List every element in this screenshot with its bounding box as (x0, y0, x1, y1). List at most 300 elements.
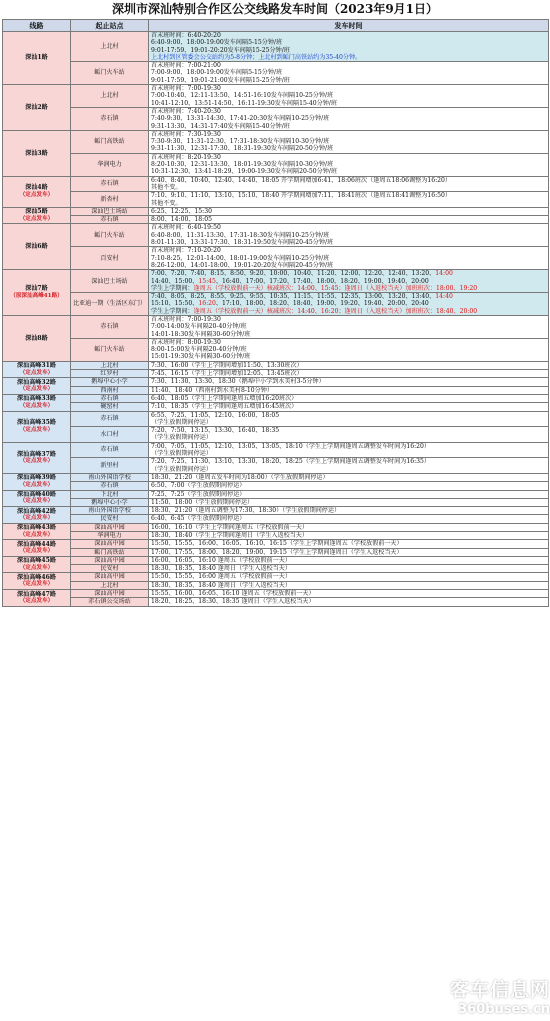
time-text: 7:30-9:30、11:31-12:30、17:31-18:30发车间隔10-30分钟/班 (151, 138, 330, 146)
time-line (151, 491, 546, 498)
station-cell: 上北村 (71, 85, 149, 108)
time-text: 14:40、15:00、 (151, 277, 199, 285)
time-line (151, 270, 546, 277)
station-cell: 南山外国语学校 (71, 473, 149, 481)
time-line (151, 168, 546, 175)
table-row (3, 315, 549, 338)
time-text: 16:00、16:10（学生上学期间逢周五（学校放假前一天） (151, 523, 308, 531)
time-text: 学生上学期间： (151, 284, 194, 292)
table-row (3, 565, 549, 573)
table-row (3, 523, 549, 531)
station-cell: 新里村 (71, 458, 149, 474)
time-line (151, 557, 546, 564)
time-line (151, 458, 546, 465)
time-line (151, 293, 546, 300)
header-route: 线路 (3, 20, 71, 32)
route-cell (3, 507, 71, 524)
time-line (151, 331, 546, 338)
time-cell (149, 565, 549, 573)
table-row (3, 270, 549, 293)
time-text: 15:55、16:00、16:05、16:10 逢周五（学校放假前一天） (151, 590, 315, 598)
time-text: 17:00、17:55、18:00、18:20、19:00、19:15（学生上学期间逢周日（学生入返校当天） (151, 548, 403, 556)
time-line (151, 262, 546, 269)
time-cell (149, 515, 549, 523)
time-text: 6:40-8:00、11:31-13:30、17:31-18:30发车间隔10-25分钟/班 (151, 231, 330, 239)
time-line (151, 47, 546, 54)
time-cell (149, 216, 549, 224)
time-cell (149, 153, 549, 176)
time-line (151, 573, 546, 580)
time-cell (149, 573, 549, 581)
header-time: 发车时间 (149, 20, 549, 32)
route-subtitle: （定点发车） (19, 498, 54, 505)
time-text: 18:20、18:25、18:30、18:35 逢周日（学生入返校当天） (151, 598, 315, 606)
time-text: 10:31-12:30、13:41-18:29、19:00-19:30发车间隔20-50分钟/班 (151, 168, 338, 176)
time-text: 6:40、8:40、10:40、12:40、14:40、18:05 开学期间增加6:41、18:06班次（逢周五18:06调整为16:20） (151, 176, 451, 184)
table-row (3, 176, 549, 192)
table-row (3, 556, 549, 564)
time-line (151, 387, 546, 394)
time-line (151, 549, 546, 556)
station-cell: 赤石镇 (71, 176, 149, 192)
table-row (3, 386, 549, 394)
route-subtitle: （定点发车） (19, 369, 54, 376)
time-text: 15:01-19:30发车间隔30-60分钟/班 (151, 353, 251, 361)
table-row (3, 598, 549, 606)
time-text: 7:00-14:00发车间隔20-40分钟/班 (151, 323, 247, 331)
route-cell (3, 473, 71, 490)
route-name: 深汕高峰35路 (17, 419, 56, 427)
time-line (151, 403, 546, 410)
station-cell: 赤石镇 (71, 394, 149, 402)
time-text: 学生上学期间： (151, 307, 194, 315)
time-text: 7:30、11:30、13:30、18:30（鹅埠中小学到水美村3-5分钟） (151, 378, 325, 386)
time-text: 9:31-13:30、14:31-17:40发车间隔15-40分钟/班 (151, 122, 290, 130)
table-row (3, 540, 549, 548)
table-row (3, 515, 549, 523)
route-cell (3, 207, 71, 224)
time-text: 18:30、21:20（逢周五发车时间为18:00）（学生放假期间停运） (151, 473, 329, 481)
table-row (3, 247, 549, 270)
time-text-red: 逢周五（学校放假前一天）核减班次：14:00、15:45；逢周日（入返校当天）加班班次：18:00、 (193, 284, 460, 292)
time-cell (149, 581, 549, 589)
time-text: 18:30、18:40（学生上学期间逢周日（学生入返校当天） (151, 532, 308, 539)
time-text: 7:00、7:05、11:05、12:10、13:05、13:05、18:10（学生上学期间逢周五调整发车时间为16:20） (151, 442, 430, 450)
time-text: 8:00、14:00、18:05 (151, 216, 212, 224)
route-subtitle: （定点发车） (19, 564, 54, 571)
table-row (3, 581, 549, 589)
station-cell: 深汕高中园 (71, 573, 149, 581)
time-line (151, 582, 546, 589)
time-line (151, 515, 546, 522)
table-row (3, 370, 549, 378)
route-name: 深汕高峰42路 (17, 507, 56, 515)
station-cell: 深汕高中园 (71, 590, 149, 598)
table-row (3, 427, 549, 443)
route-subtitle: （定点发车） (19, 191, 54, 198)
table-row (3, 573, 549, 581)
time-cell (149, 394, 549, 402)
time-text-after: 、17:10、18:00、18:20、18:40、19:00、19:20、19:40、20:00、20:40 (215, 300, 429, 308)
station-cell: 红罗村 (71, 370, 149, 378)
time-cell (149, 361, 549, 369)
time-line (151, 395, 546, 402)
time-text: 7:10-8:25、12:01-14:00、18:01-19:00发车间隔10-25分钟/班 (151, 254, 330, 262)
table-row (3, 216, 549, 224)
time-cell (149, 247, 549, 270)
route-name: 深汕4路 (25, 184, 48, 192)
time-text: 其他不变。 (151, 183, 182, 191)
route-subtitle: （定点发车） (19, 514, 54, 521)
route-cell (3, 490, 71, 507)
route-cell (3, 32, 71, 85)
time-text: 16:00、16:05、16:10 逢周五（学校放假前一天） (151, 556, 291, 564)
time-text-red: 逢周五（学校放假前一天）核减班次：14:40、16:20；逢周日（入返校当天）加班班次：18:40 (193, 307, 454, 315)
time-line (151, 474, 546, 481)
station-cell: 赤石镇 (71, 107, 149, 130)
time-text: 8:01-11:30、13:31-17:30、18:31-19:50发车间隔20-45分钟/班 (151, 239, 334, 247)
time-text: 首末班时间：7:30-19:30 (151, 130, 221, 138)
time-text: 7:40、8:05、8:25、8:55、9:25、9:55、10:35、11:15、11:55、12:35、13:00、13:20、13:40、 (151, 293, 436, 301)
time-text: 6:55、7:25、11:05、12:10、16:00、18:05 (151, 411, 280, 419)
time-text-after: 、16:40、17:00、17:20、17:40、18:00、18:20、19:00、19:40、20:00 (215, 277, 429, 285)
time-text: （学生放假期间停运） (151, 450, 212, 458)
time-text: 首末班时间：7:10-20:20 (151, 247, 221, 255)
table-row (3, 473, 549, 481)
time-text: 18:30、18:35、18:40 逢周日（学生入返校当天） (151, 565, 291, 573)
time-text: 其他不变。 (151, 199, 182, 207)
time-cell (149, 427, 549, 443)
time-line (151, 239, 546, 246)
table-row (3, 32, 549, 62)
route-subtitle: （定点发车） (19, 597, 54, 604)
station-cell: 深汕高中园 (71, 556, 149, 564)
time-line (151, 247, 546, 254)
time-line (151, 598, 546, 605)
route-cell (3, 224, 71, 270)
time-cell (149, 442, 549, 458)
time-line (151, 507, 546, 514)
time-text-tail: 14:40 (435, 293, 453, 301)
time-line (151, 145, 546, 152)
time-text: 7:00、7:20、7:40、8:15、8:50、9:20、10:00、10:40、11:20、12:00、12:20、12:40、13:20、 (151, 270, 436, 278)
table-row (3, 498, 549, 506)
table-row (3, 394, 549, 402)
station-cell: 百安村 (71, 247, 149, 270)
time-text: 首末班时间：8:00-19:30 (151, 338, 221, 346)
station-cell: 鲘门火车站 (71, 224, 149, 247)
time-line (151, 434, 546, 441)
time-text-tail: 、20:00 (453, 307, 478, 315)
time-text: 8:00-15:00发车间隔20-40分钟/班 (151, 346, 247, 354)
station-cell: 民安村 (71, 565, 149, 573)
time-cell (149, 192, 549, 208)
time-line (151, 92, 546, 99)
watermark-logo (410, 975, 550, 1019)
station-cell: 深汕高中园 (71, 523, 149, 531)
station-cell: 华润电力 (71, 153, 149, 176)
table-row (3, 590, 549, 598)
time-text: 15:50、15:55、16:00 逢周五（学校放假前一天） (151, 573, 291, 581)
time-cell (149, 556, 549, 564)
time-cell (149, 32, 549, 62)
time-text: 15:50、15:55、16:00、16:05、16:10、16:15（学生上学期间逢周五（学校放假前一天） (151, 540, 403, 548)
time-text: 7:25、7:25（学生放假期间停运） (151, 490, 246, 498)
time-text: 首末班时间：8:20-19:30 (151, 153, 221, 161)
time-text-red: 16:20 (198, 300, 216, 308)
table-row (3, 224, 549, 247)
time-line (151, 54, 546, 61)
time-cell (149, 598, 549, 606)
time-line (151, 353, 546, 360)
station-cell: 鲘门高铁站 (71, 130, 149, 153)
station-cell: 新杏村 (71, 192, 149, 208)
table-row (3, 482, 549, 490)
station-cell: 华润电力 (71, 532, 149, 540)
time-text: 7:10、18:35（学生上学期间逢周五增加16:45班次） (151, 403, 298, 411)
time-line (151, 69, 546, 76)
time-line (151, 255, 546, 262)
time-text: （学生放假期间停运） (151, 434, 212, 442)
time-line (151, 300, 546, 307)
time-text: 8:20-10:30、12:31-13:30、18:01-19:30发车间隔10-30分钟/班 (151, 161, 334, 169)
route-cell (3, 361, 71, 378)
table-row (3, 338, 549, 361)
route-cell (3, 176, 71, 207)
time-text: 10:41-12:10、13:51-14:50、16:11-19:30发车间隔15-40分钟/班 (151, 99, 338, 107)
route-name: 深汕5路 (25, 208, 48, 216)
table-row (3, 532, 549, 540)
time-cell (149, 293, 549, 316)
time-line (151, 378, 546, 385)
station-cell: 上北村 (71, 32, 149, 62)
route-name: 深汕高峰40路 (17, 491, 56, 499)
time-cell (149, 523, 549, 531)
time-cell (149, 130, 549, 153)
station-cell: 上北村 (71, 581, 149, 589)
time-cell (149, 107, 549, 130)
time-line (151, 370, 546, 377)
route-subtitle: （定点发车） (19, 481, 54, 488)
time-cell (149, 532, 549, 540)
timetable-body (3, 32, 549, 607)
time-line (151, 232, 546, 239)
time-text: （学生放假期间停运） (151, 418, 212, 426)
time-line (151, 184, 546, 191)
time-text: 6:25、12:25、15:30 (151, 207, 212, 215)
time-cell (149, 498, 549, 506)
route-subtitle: （定点发车） (19, 386, 54, 393)
time-text: 7:00-9:00、18:00-19:00发车间隔5-15分钟/班 (151, 69, 283, 77)
station-cell: 深汕巴士场站 (71, 207, 149, 215)
header-station: 起止站点 (71, 20, 149, 32)
time-cell (149, 482, 549, 490)
time-line (151, 123, 546, 130)
route-cell (3, 523, 71, 540)
time-text: 9:01-17:59、19:01-21:00发车间隔15-25分钟/班 (151, 76, 290, 84)
route-name: 深汕高峰45路 (17, 557, 56, 565)
time-line (151, 540, 546, 547)
table-row (3, 153, 549, 176)
time-line (151, 216, 546, 223)
route-subtitle: （定点发车） (19, 581, 54, 588)
time-cell (149, 458, 549, 474)
route-cell (3, 270, 71, 316)
time-cell (149, 315, 549, 338)
route-name: 深汕7路 (25, 285, 48, 293)
time-line (151, 208, 546, 215)
route-subtitle: （定点发车） (19, 457, 54, 464)
table-row (3, 403, 549, 411)
table-row (3, 62, 549, 85)
time-text: 7:30、16:00（学生上学期间增加11:50、13:30班次） (151, 361, 303, 369)
route-cell (3, 540, 71, 557)
time-cell (149, 62, 549, 85)
time-line (151, 466, 546, 473)
route-cell (3, 411, 71, 442)
time-cell (149, 207, 549, 215)
route-cell (3, 315, 71, 361)
timetable (2, 19, 549, 607)
route-name: 深汕6路 (25, 243, 48, 251)
watermark-line2: 360buses.cn (458, 1002, 550, 1017)
station-cell: 鹅埠中心小学 (71, 378, 149, 386)
time-line (151, 115, 546, 122)
time-line (151, 77, 546, 84)
station-cell: 民安村 (71, 515, 149, 523)
route-subtitle: （定点发车） (19, 402, 54, 409)
station-cell: 南山外国语学校 (71, 507, 149, 515)
time-line (151, 565, 546, 572)
time-text: 6:50、7:00（学生放假期间停运） (151, 482, 246, 490)
station-cell: 碗窑村 (71, 403, 149, 411)
time-cell (149, 338, 549, 361)
time-cell (149, 490, 549, 498)
route-cell (3, 573, 71, 590)
route-name: 深汕2路 (25, 103, 48, 111)
time-text: 18:30、18:35、18:40 逢周日（学生入返校当天） (151, 581, 291, 589)
time-cell (149, 548, 549, 556)
time-text: 首末班时间：7:00-19:30 (151, 85, 221, 93)
time-line (151, 524, 546, 531)
route-subtitle: （定点发车） (19, 215, 54, 222)
route-name: 深汕高峰43路 (17, 524, 56, 532)
time-text: 6:40、18:05（学生上学期间逢周五增加16:20班次） (151, 394, 298, 402)
route-subtitle: （定点发车） (19, 531, 54, 538)
time-text: 首末班时间：7:00-19:30 (151, 315, 221, 323)
station-cell: 水口村 (71, 427, 149, 443)
table-row (3, 130, 549, 153)
time-line (151, 177, 546, 184)
route-subtitle: （原深汕高峰41路） (10, 292, 63, 299)
station-cell: 下北村 (71, 490, 149, 498)
time-line (151, 482, 546, 489)
time-line (151, 323, 546, 330)
time-text-tail: 14:00 (435, 270, 453, 278)
station-cell: 赤石镇 (71, 482, 149, 490)
route-name: 深汕高峰47路 (17, 590, 56, 598)
time-line (151, 308, 546, 315)
route-cell (3, 442, 71, 473)
route-name: 深汕高峰44路 (17, 540, 56, 548)
time-line (151, 450, 546, 457)
time-cell (149, 370, 549, 378)
time-text: 首末班时间：6:40-20:20 (151, 32, 221, 39)
table-row (3, 361, 549, 369)
time-text: 9:01-17:59、19:01-20:20发车间隔15-25分钟/班 (151, 46, 290, 54)
station-cell: 深汕巴士场站 (71, 270, 149, 293)
time-text: 6:40-9:00、18:00-19:00发车间隔5-15分钟/班 (151, 39, 283, 47)
station-cell: 鹅埠中心小学 (71, 498, 149, 506)
time-cell (149, 507, 549, 515)
station-cell: 比亚迪一期（生活区东门） (71, 293, 149, 316)
time-text: 首末班时间：6:40-19:50 (151, 224, 221, 232)
time-text: 15:10、15:50、 (151, 300, 199, 308)
time-line (151, 419, 546, 426)
time-text: 7:00-10:40、12:11-13:50、14:51-16:10发车间隔10-25分钟/班 (151, 92, 334, 100)
station-cell: 赤石镇公交场站 (71, 598, 149, 606)
time-cell (149, 473, 549, 481)
route-cell (3, 394, 71, 411)
table-row (3, 378, 549, 386)
time-text: 7:20、7:50、13:15、13:30、16:40、18:35 (151, 427, 280, 435)
station-cell: 鲘门火车站 (71, 338, 149, 361)
station-cell: 赤石镇 (71, 442, 149, 458)
station-cell: 西南村 (71, 386, 149, 394)
time-line (151, 224, 546, 231)
header-row (3, 20, 549, 32)
route-name: 深汕1路 (25, 54, 48, 62)
time-line (151, 590, 546, 597)
station-cell: 鲘门火车站 (71, 62, 149, 85)
time-text: 14:01-18:30发车间隔30-60分钟/班 (151, 330, 251, 338)
table-row (3, 85, 549, 108)
table-row (3, 207, 549, 215)
time-line (151, 499, 546, 506)
time-cell (149, 176, 549, 192)
time-cell (149, 270, 549, 293)
table-row (3, 411, 549, 427)
route-subtitle: （定点发车） (19, 548, 54, 555)
route-name: 深汕高峰33路 (17, 395, 56, 403)
time-text: 7:20、7:25、11:30、13:10、13:30、18:20、18:25（学生上学期间逢周五调整发车时间为16:35） (151, 458, 430, 466)
time-text: 首末班时间：7:40-20:30 (151, 107, 221, 115)
time-cell (149, 386, 549, 394)
time-text-tail: 19:20 (459, 284, 478, 292)
route-name: 深汕高峰37路 (17, 450, 56, 458)
route-cell (3, 378, 71, 395)
station-cell: 深汕高中园 (71, 540, 149, 548)
time-text: 上北村到区管委会公交站约为5-8分钟；上北村到鲘门高铁站约为35-40分钟。 (151, 53, 362, 61)
route-name: 深汕8路 (25, 334, 48, 342)
table-row (3, 107, 549, 130)
route-cell (3, 130, 71, 176)
route-name: 深汕高峰32路 (17, 378, 56, 386)
time-text-red: 15:45 (198, 277, 216, 285)
time-line (151, 192, 546, 199)
route-name: 深汕高峰31路 (17, 362, 56, 370)
route-cell (3, 85, 71, 131)
station-cell: 赤石镇 (71, 216, 149, 224)
time-text: 7:45、16:15（学生上学期间增加12:05、13:45班次） (151, 370, 303, 378)
time-text: 8:26-12:00、14:01-18:00、19:01-20:20发车间隔20-45分钟/班 (151, 261, 334, 269)
time-line (151, 278, 546, 285)
time-text: 11:40、18:40（西南村到水美村8-10分钟） (151, 386, 273, 394)
time-cell (149, 378, 549, 386)
time-cell (149, 403, 549, 411)
time-text: 18:30、21:20（逢周五调整为17:30、18:30）（学生放假期间停运） (151, 507, 341, 515)
table-row (3, 507, 549, 515)
